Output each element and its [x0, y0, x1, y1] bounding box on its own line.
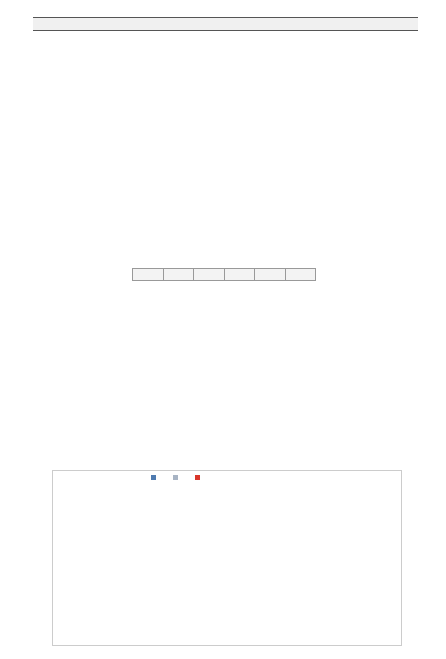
table2-header — [224, 269, 255, 281]
table2 — [132, 268, 316, 281]
figure-1 — [52, 470, 402, 646]
table2-header — [194, 269, 225, 281]
table1-header-row — [33, 18, 418, 31]
table2-header — [255, 269, 286, 281]
table1-header — [129, 18, 225, 31]
table1-part-a — [33, 17, 418, 31]
table2-header — [285, 269, 316, 281]
table2-header — [163, 269, 194, 281]
table2-header — [133, 269, 164, 281]
table2-header-row — [133, 269, 316, 281]
table1-header — [322, 18, 418, 31]
table1-header — [226, 18, 322, 31]
table1-header — [33, 18, 129, 31]
chart-svg — [53, 471, 401, 645]
